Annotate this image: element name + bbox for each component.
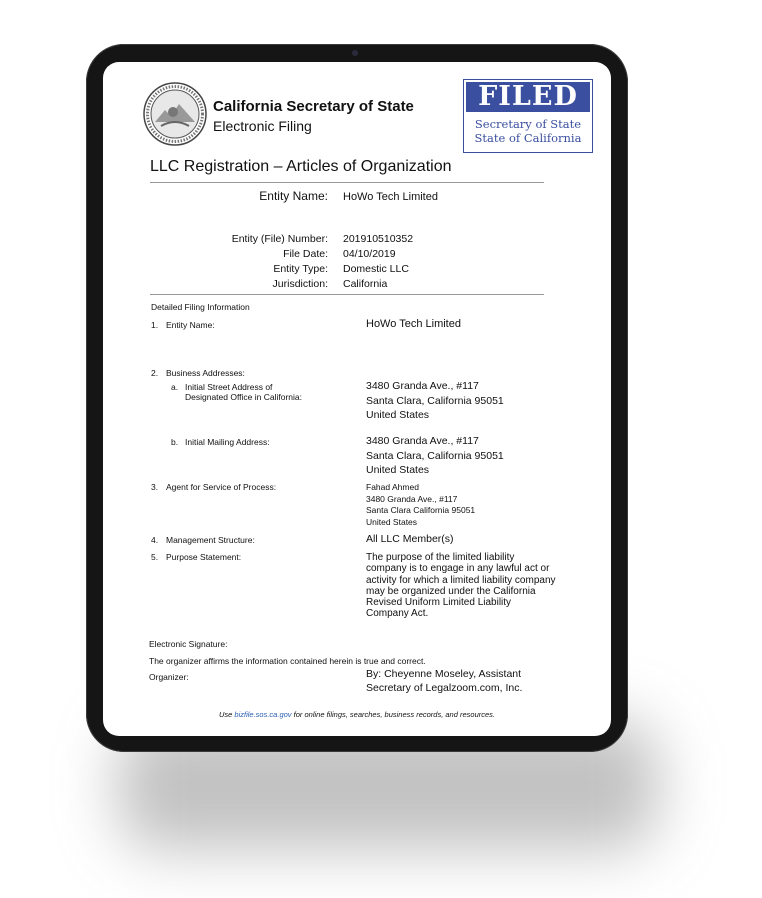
jurisdiction-label: Jurisdiction: bbox=[272, 278, 328, 290]
item-number: 2. bbox=[151, 368, 159, 378]
footer-text: for online filings, searches, business records, and resources. bbox=[293, 710, 495, 719]
agent-label: Agent for Service of Process: bbox=[166, 482, 277, 492]
street-address-line: United States bbox=[366, 409, 430, 421]
footer bbox=[103, 710, 611, 719]
divider bbox=[150, 294, 544, 295]
camera-icon bbox=[352, 50, 358, 56]
agent-line: Fahad Ahmed bbox=[366, 482, 419, 492]
file-number-label: Entity (File) Number: bbox=[231, 233, 328, 245]
purpose-text: The purpose of the limited liability company is to engage in any lawful act or activity for which a limited liability company may be organized under the California Revised Uniform Limited Liability Company Act. bbox=[366, 552, 556, 620]
file-date-value: 04/10/2019 bbox=[343, 248, 396, 260]
signature-heading: Electronic Signature: bbox=[149, 639, 228, 649]
agent-line: 3480 Granda Ave., #117 bbox=[366, 494, 458, 504]
header-subtitle: Electronic Filing bbox=[213, 118, 312, 134]
document-title: LLC Registration – Articles of Organization bbox=[150, 158, 452, 175]
street-address-label-1: Initial Street Address of bbox=[185, 382, 273, 392]
header-title: California Secretary of State bbox=[213, 98, 414, 115]
bizfile-link[interactable]: bizfile.sos.ca.gov bbox=[234, 710, 292, 719]
organizer-line: By: Cheyenne Moseley, Assistant bbox=[366, 668, 522, 680]
item-number: 3. bbox=[151, 482, 159, 492]
organizer-line: Secretary of Legalzoom.com, Inc. bbox=[366, 682, 523, 694]
item-entity-name-value: HoWo Tech Limited bbox=[366, 318, 461, 330]
purpose-label: Purpose Statement: bbox=[166, 552, 242, 562]
file-date-label: File Date: bbox=[283, 248, 328, 260]
mailing-address-line: Santa Clara, California 95051 bbox=[366, 450, 504, 462]
street-address-line: Santa Clara, California 95051 bbox=[366, 395, 504, 407]
item-number: 1. bbox=[151, 320, 159, 330]
agent-line: United States bbox=[366, 517, 418, 527]
sub-item-letter: b. bbox=[171, 437, 179, 447]
item-entity-name-label: Entity Name: bbox=[166, 320, 215, 330]
item-number: 4. bbox=[151, 535, 159, 545]
divider bbox=[150, 182, 544, 183]
mailing-address-line: United States bbox=[366, 464, 430, 476]
details-heading: Detailed Filing Information bbox=[151, 302, 250, 312]
entity-name-value: HoWo Tech Limited bbox=[343, 191, 438, 203]
organizer-label: Organizer: bbox=[149, 672, 189, 682]
entity-name-label: Entity Name: bbox=[259, 189, 328, 203]
jurisdiction-value: California bbox=[343, 278, 388, 290]
sub-item-letter: a. bbox=[171, 382, 179, 392]
document-screen bbox=[103, 62, 611, 736]
management-value: All LLC Member(s) bbox=[366, 533, 454, 545]
filed-stamp-line2: State of California bbox=[474, 131, 582, 145]
state-seal-icon bbox=[143, 82, 207, 146]
management-label: Management Structure: bbox=[166, 535, 255, 545]
signature-affirmation: The organizer affirms the information contained herein is true and correct. bbox=[149, 656, 426, 666]
street-address-label-2: Designated Office in California: bbox=[185, 392, 303, 402]
agent-line: Santa Clara California 95051 bbox=[366, 505, 476, 515]
mailing-address-line: 3480 Granda Ave., #117 bbox=[366, 435, 479, 447]
filed-stamp-line1: Secretary of State bbox=[474, 117, 582, 131]
filed-stamp-title: FILED bbox=[466, 82, 590, 112]
footer-text: Use bbox=[218, 710, 233, 719]
filed-stamp bbox=[463, 79, 593, 153]
item-number: 5. bbox=[151, 552, 159, 562]
business-addresses-label: Business Addresses: bbox=[166, 368, 245, 378]
entity-type-label: Entity Type: bbox=[273, 263, 328, 275]
mailing-address-label: Initial Mailing Address: bbox=[185, 437, 270, 447]
street-address-line: 3480 Granda Ave., #117 bbox=[366, 380, 479, 392]
entity-type-value: Domestic LLC bbox=[343, 263, 409, 275]
file-number-value: 201910510352 bbox=[343, 233, 414, 245]
